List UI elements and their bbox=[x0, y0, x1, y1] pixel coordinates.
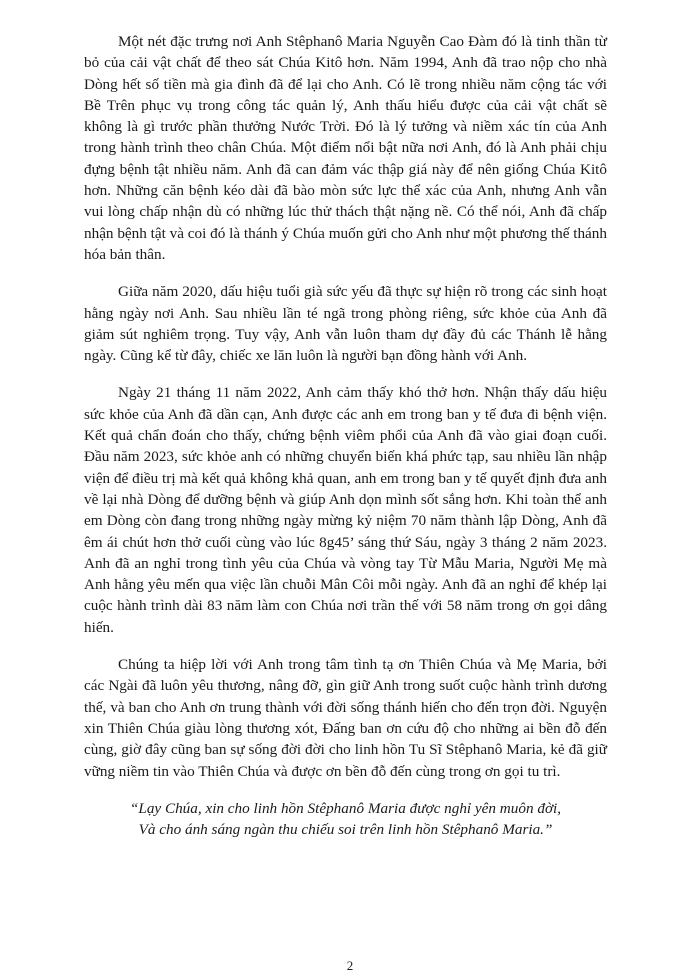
closing-prayer bbox=[84, 798, 607, 841]
closing-prayer-line: “Lạy Chúa, xin cho linh hồn Stêphanô Maria được nghỉ yên muôn đời, bbox=[129, 799, 562, 817]
paragraph-declining-health: Giữa năm 2020, dấu hiệu tuổi già sức yếu đã thực sự hiện rõ trong các sinh hoạt hằng ngày nơi Anh. Sau nhiều lần té ngã trong phòng riêng, sức khỏe của Anh đã giảm sút nghiêm trọng. Tuy vậy, Anh vẫn luôn tham dự đầy đủ các Thánh lễ hằng ngày. Cũng kể từ đây, chiếc xe lăn luôn là người bạn đồng hành với Anh. bbox=[84, 283, 607, 365]
page-number: 2 bbox=[346, 958, 354, 973]
paragraph-renunciation: Một nét đặc trưng nơi Anh Stêphanô Maria Nguyễn Cao Đàm đó là tinh thần từ bỏ của cải vật chất để theo sát Chúa Kitô hơn. Năm 1994, Anh đã trao nộp cho nhà Dòng hết số tiền mà gia đình đã để lại cho Anh. Có lẽ trong nhiều năm cộng tác với Bề Trên phục vụ trong công tác quản lý, Anh thấu hiểu được của cải vật chất sẽ không là gì trước phần thưởng Nước Trời. Đó là lý tưởng và niềm xác tín của Anh trong hành trình theo chân Chúa. Một điểm nổi bật nữa nơi Anh, đó là Anh phải chịu đựng bệnh tật nhiều năm. Anh đã can đảm vác thập giá này để nên giống Chúa Kitô hơn. Những căn bệnh kéo dài đã bào mòn sức lực thể xác của Anh, nhưng Anh vẫn vui lòng chấp nhận dù có những lúc thử thách thật nặng nề. Có thể nói, Anh đã chấp nhận bệnh tật và coi đó là thánh ý Chúa muốn gửi cho Anh như một phương thế thánh hóa bản thân. bbox=[84, 33, 607, 263]
paragraph-final-days: Ngày 21 tháng 11 năm 2022, Anh cảm thấy khó thở hơn. Nhận thấy dấu hiệu sức khỏe của Anh đã dần cạn, Anh được các anh em trong ban y tế đưa đi bệnh viện. Kết quả chẩn đoán cho thấy, chứng bệnh viêm phổi của Anh đã vào giai đoạn cuối. Đầu năm 2023, sức khỏe anh có những chuyển biến khá phức tạp, sau nhiều lần nhập viện để điều trị mà kết quả không khả quan, anh em trong ban y tế quyết định đưa anh về lại nhà Dòng để dưỡng bệnh và giúp Anh dọn mình sốt sắng hơn. Khi toàn thể anh em Dòng còn đang trong những ngày mừng kỷ niệm 70 năm thành lập Dòng, Anh đã êm ái chút hơn thở cuối cùng vào lúc 8g45’ sáng thứ Sáu, ngày 3 tháng 2 năm 2023. Anh đã an nghỉ trong tình yêu của Chúa và vòng tay Từ Mẫu Maria, Người Mẹ mà Anh hằng yêu mến qua việc lần chuỗi Mân Côi mỗi ngày. Anh đã an nghỉ để khép lại cuộc hành trình dài 83 năm làm con Chúa nơi trần thế với 58 năm trong ơn gọi dâng hiến. bbox=[84, 384, 607, 636]
closing-prayer-line: Và cho ánh sáng ngàn thu chiếu soi trên linh hồn Stêphanô Maria.” bbox=[138, 821, 553, 839]
paragraph-thanksgiving: Chúng ta hiệp lời với Anh trong tâm tình tạ ơn Thiên Chúa và Mẹ Maria, bởi các Ngài đã luôn yêu thương, nâng đỡ, gìn giữ Anh trong suốt cuộc hành trình dương thế, và ban cho Anh ơn trung thành với đời sống thánh hiến cho đến trọn đời. Nguyện xin Thiên Chúa giàu lòng thương xót, Đấng ban ơn cứu độ cho những ai bền đỗ đến cùng, giờ đây cũng ban sự sống đời đời cho linh hồn Tu Sĩ Stêphanô Maria, kẻ đã giữ vững niềm tin vào Thiên Chúa và được ơn bền đỗ đến cùng trong ơn gọi tu trì. bbox=[84, 656, 607, 780]
page-body bbox=[84, 31, 607, 840]
